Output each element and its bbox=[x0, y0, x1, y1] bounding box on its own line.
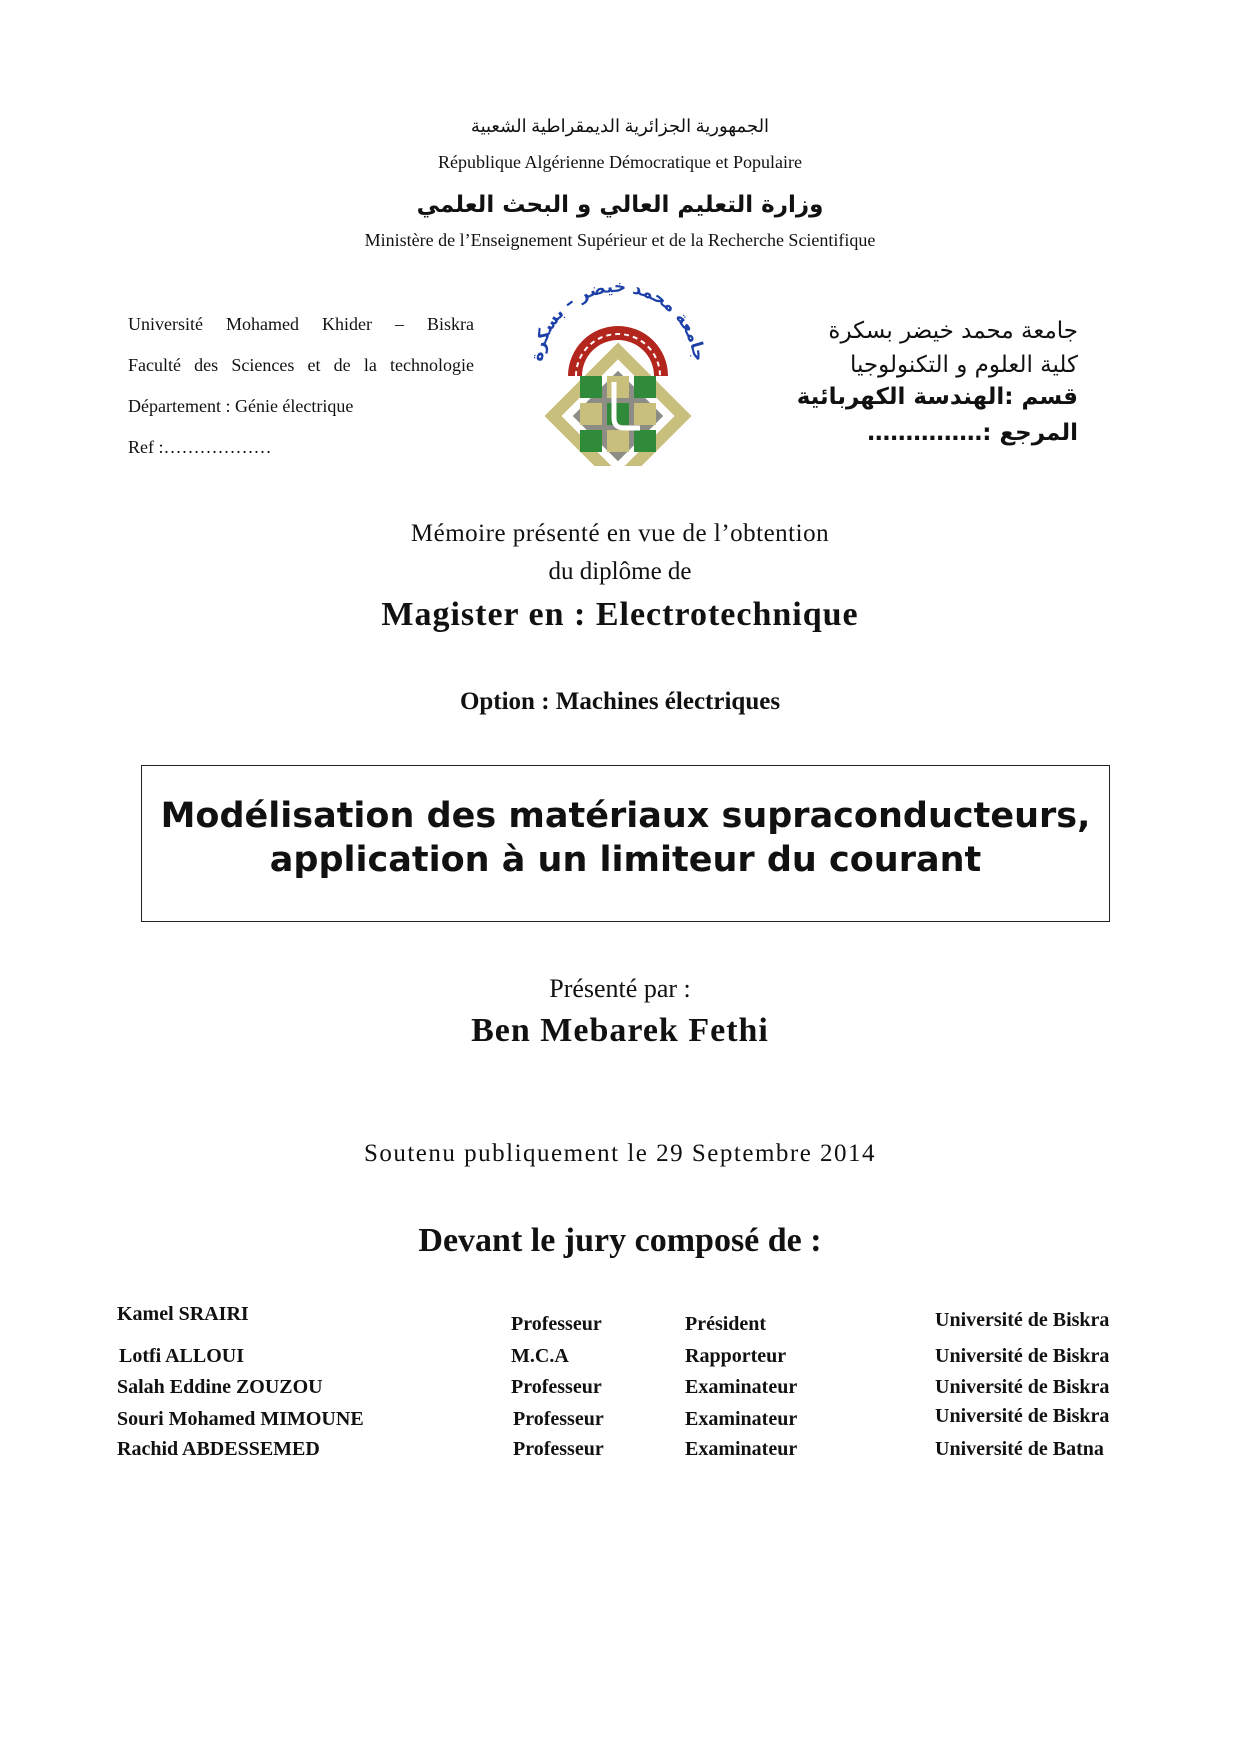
author-name: Ben Mebarek Fethi bbox=[471, 1012, 769, 1049]
degree-title: Magister en : Electrotechnique bbox=[381, 596, 859, 633]
thesis-title-box bbox=[141, 765, 1110, 922]
jury-row bbox=[0, 1303, 1240, 1337]
jury-member-role: Rapporteur bbox=[685, 1345, 787, 1367]
jury-member-role: Président bbox=[685, 1313, 767, 1335]
jury-member-institution: Université de Biskra bbox=[935, 1309, 1110, 1331]
university-name: Université Mohamed Khider – Biskra bbox=[128, 314, 474, 334]
jury-member-role: Examinateur bbox=[685, 1376, 798, 1398]
arabic-department-name: قسم :الهندسة الكهربائية bbox=[796, 384, 1078, 410]
thesis-title bbox=[142, 794, 1109, 882]
defense-date: Soutenu publiquement le 29 Septembre 2014 bbox=[363, 1140, 877, 1167]
jury-heading: Devant le jury composé de : bbox=[418, 1222, 822, 1259]
jury-member-name: Lotfi ALLOUI bbox=[119, 1345, 245, 1367]
jury-row bbox=[0, 1438, 1240, 1468]
university-logo bbox=[528, 276, 708, 466]
memoire-intro-continued: du diplôme de bbox=[548, 558, 692, 585]
jury-member-institution: Université de Batna bbox=[935, 1438, 1104, 1460]
republic-heading: République Algérienne Démocratique et Populaire bbox=[438, 152, 802, 172]
thesis-title-line-1: Modélisation des matériaux supraconducteurs, bbox=[160, 796, 1091, 836]
reference-field: Ref :……………… bbox=[128, 437, 272, 457]
jury-member-grade: Professeur bbox=[511, 1313, 602, 1335]
jury-member-grade: Professeur bbox=[513, 1438, 604, 1460]
thesis-title-line-2: application à un limiteur du courant bbox=[269, 840, 982, 880]
jury-row bbox=[0, 1376, 1240, 1406]
faculty-name: Faculté des Sciences et de la technologie bbox=[128, 355, 474, 375]
jury-member-name: Rachid ABDESSEMED bbox=[117, 1438, 320, 1460]
jury-member-grade: Professeur bbox=[511, 1376, 602, 1398]
jury-member-name: Kamel SRAIRI bbox=[117, 1303, 249, 1325]
jury-member-grade: Professeur bbox=[513, 1408, 604, 1430]
ministry-heading: Ministère de l’Enseignement Supérieur et de la Recherche Scientifique bbox=[364, 230, 876, 250]
department-name: Département : Génie électrique bbox=[128, 396, 354, 416]
arabic-faculty-name: كلية العلوم و التكنولوجيا bbox=[849, 352, 1078, 378]
logo-arc-text: جامعة محمد خيضر – بسكرة bbox=[528, 276, 708, 363]
jury-row bbox=[0, 1405, 1240, 1438]
jury-row bbox=[0, 1345, 1240, 1375]
jury-member-institution: Université de Biskra bbox=[935, 1376, 1110, 1398]
presented-by-label: Présenté par : bbox=[549, 974, 691, 1003]
memoire-intro: Mémoire présenté en vue de l’obtention bbox=[410, 520, 830, 547]
jury-member-role: Examinateur bbox=[685, 1438, 798, 1460]
jury-member-name: Salah Eddine ZOUZOU bbox=[117, 1376, 323, 1398]
arabic-ministry-heading: وزارة التعليم العالي و البحث العلمي bbox=[416, 192, 824, 218]
arabic-university-name: جامعة محمد خيضر بسكرة bbox=[828, 318, 1078, 344]
jury-member-grade: M.C.A bbox=[511, 1345, 569, 1367]
jury-member-institution: Université de Biskra bbox=[935, 1345, 1110, 1367]
jury-member-name: Souri Mohamed MIMOUNE bbox=[117, 1408, 364, 1430]
arabic-reference-field: المرجع :…………… bbox=[867, 420, 1078, 446]
jury-member-role: Examinateur bbox=[685, 1408, 798, 1430]
arabic-republic-heading: الجمهورية الجزائرية الديمقراطية الشعبية bbox=[470, 116, 770, 136]
university-logo-graphic bbox=[528, 276, 708, 466]
jury-member-institution: Université de Biskra bbox=[935, 1405, 1110, 1427]
option-line: Option : Machines électriques bbox=[459, 688, 781, 715]
